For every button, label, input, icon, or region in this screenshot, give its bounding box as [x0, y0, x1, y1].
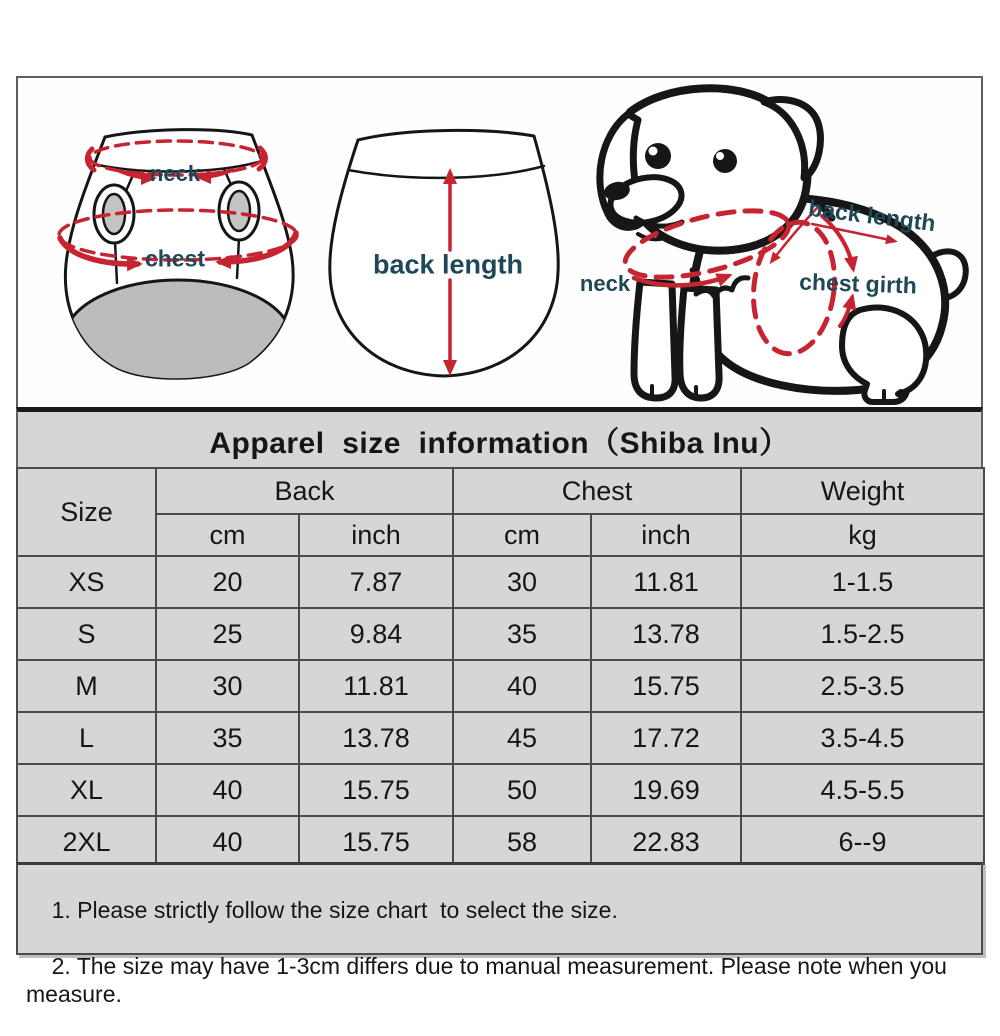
size-cell: L — [17, 712, 156, 764]
chest-cm-cell: 45 — [453, 712, 591, 764]
size-table — [16, 467, 985, 869]
footnotes-box — [16, 862, 983, 1007]
garment-front-drawing-icon — [18, 78, 328, 406]
dog-chest-girth-label: chest girth — [798, 268, 918, 299]
weight-cell: 6--9 — [741, 816, 984, 868]
unit-weight-kg: kg — [741, 514, 984, 556]
weight-cell: 1-1.5 — [741, 556, 984, 608]
back-inch-cell: 15.75 — [299, 816, 453, 868]
measurement-diagram-panel — [16, 76, 983, 409]
dog-illustration — [574, 78, 981, 406]
unit-chest-inch: inch — [591, 514, 741, 556]
dog-drawing-icon — [574, 78, 981, 406]
back-inch-cell: 13.78 — [299, 712, 453, 764]
chest-inch-cell: 15.75 — [591, 660, 741, 712]
unit-chest-cm: cm — [453, 514, 591, 556]
dog-back-length-label: back length — [807, 194, 938, 237]
back-inch-cell: 7.87 — [299, 556, 453, 608]
garment-front-illustration — [18, 78, 328, 406]
weight-cell: 2.5-3.5 — [741, 660, 984, 712]
unit-back-inch: inch — [299, 514, 453, 556]
chest-cm-cell: 35 — [453, 608, 591, 660]
chest-inch-cell: 19.69 — [591, 764, 741, 816]
weight-cell: 1.5-2.5 — [741, 608, 984, 660]
chest-inch-cell: 17.72 — [591, 712, 741, 764]
chest-cm-cell: 30 — [453, 556, 591, 608]
footnote-2: 2. The size may have 1-3cm differs due to manual measurement. Please note when you measure. — [26, 953, 954, 1007]
back-inch-cell: 15.75 — [299, 764, 453, 816]
size-cell: S — [17, 608, 156, 660]
back-cm-cell: 35 — [156, 712, 299, 764]
back-inch-cell: 11.81 — [299, 660, 453, 712]
chest-cm-cell: 50 — [453, 764, 591, 816]
back-cm-cell: 30 — [156, 660, 299, 712]
table-row-xs — [17, 556, 984, 608]
size-cell: 2XL — [17, 816, 156, 868]
footnote-1: 1. Please strictly follow the size chart to select the size. — [51, 897, 618, 923]
weight-cell: 4.5-5.5 — [741, 764, 984, 816]
col-header-weight: Weight — [741, 468, 984, 514]
chest-inch-cell: 13.78 — [591, 608, 741, 660]
back-inch-cell: 9.84 — [299, 608, 453, 660]
col-header-back: Back — [156, 468, 453, 514]
table-row-2xl — [17, 816, 984, 868]
front-garment-chest-label: chest — [144, 245, 206, 272]
col-header-size: Size — [17, 468, 156, 556]
unit-back-cm: cm — [156, 514, 299, 556]
garment-back-drawing-icon — [318, 78, 574, 406]
chest-cm-cell: 58 — [453, 816, 591, 868]
front-garment-neck-label: neck — [149, 161, 201, 186]
table-row-l — [17, 712, 984, 764]
garment-back-illustration — [318, 78, 574, 406]
weight-cell: 3.5-4.5 — [741, 712, 984, 764]
table-row-xl — [17, 764, 984, 816]
chest-inch-cell: 11.81 — [591, 556, 741, 608]
table-row-s — [17, 608, 984, 660]
back-cm-cell: 25 — [156, 608, 299, 660]
table-title-bar — [16, 407, 983, 467]
back-cm-cell: 40 — [156, 816, 299, 868]
back-cm-cell: 20 — [156, 556, 299, 608]
size-cell: XS — [17, 556, 156, 608]
table-row-m — [17, 660, 984, 712]
chest-inch-cell: 22.83 — [591, 816, 741, 868]
table-title: Apparel size information（Shiba Inu） — [209, 426, 790, 460]
table-header-units-row — [17, 514, 984, 556]
chest-cm-cell: 40 — [453, 660, 591, 712]
back-garment-back-length-label: back length — [372, 249, 524, 280]
dog-neck-label: neck — [579, 271, 631, 296]
table-header-group-row — [17, 468, 984, 514]
size-cell: XL — [17, 764, 156, 816]
size-cell: M — [17, 660, 156, 712]
back-cm-cell: 40 — [156, 764, 299, 816]
col-header-chest: Chest — [453, 468, 741, 514]
